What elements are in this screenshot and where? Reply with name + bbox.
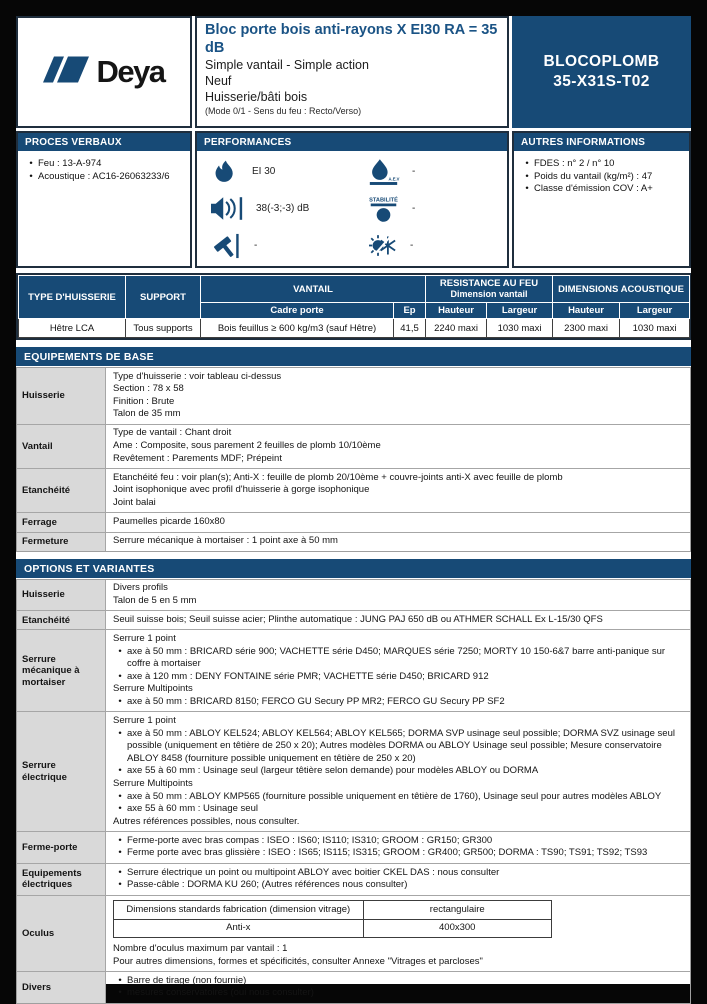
proces-verbaux-panel — [16, 131, 192, 268]
performance-item — [368, 153, 501, 190]
options-et-variantes-bullet-line — [113, 791, 683, 804]
options-et-variantes-row-content — [106, 972, 690, 1003]
options-et-variantes-text: axe à 50 mm : BRICARD série 900; VACHETTE série D450; MARQUES série 7250; MORTY 10 150-6&7 barre anti-panique sur coffre à mortaiser — [127, 645, 666, 670]
options-et-variantes-header: OPTIONS ET VARIANTES — [16, 559, 691, 578]
autres-informations-bullet-line — [520, 158, 683, 171]
performance-item — [211, 153, 368, 190]
options-et-variantes-text: axe à 50 mm : ABLOY KEL524; ABLOY KEL564; ABLOY KEL565; DORMA SVP usinage seul possible; DORMA SVZ usinage seul possible (uniquement en têtière de 250 x 20); Autres modèles DORMA ou ABLOY Usinage seul possible; Mesure conservatoire ABLOY 8458 (fourniture possible uniquement en têtière de 250 x 20) — [127, 727, 675, 764]
autres-informations-bullet-line — [520, 183, 683, 196]
options-et-variantes-row — [17, 629, 690, 711]
performance-item — [211, 227, 368, 264]
options-et-variantes-table — [16, 579, 691, 1004]
options-et-variantes-row-content — [106, 896, 690, 972]
bullet-marker: • — [118, 834, 122, 846]
options-et-variantes-row-label: Serrure électrique — [17, 712, 106, 831]
options-et-variantes-row-label: Etanchéité — [17, 611, 106, 629]
options-et-variantes-text: Talon de 5 en 5 mm — [113, 594, 197, 606]
spec-cell-support: Tous supports — [126, 319, 201, 338]
equipements-de-base-row-label: Fermeture — [17, 533, 106, 551]
options-et-variantes-text: axe 55 à 60 mm : Usinage seul — [127, 803, 258, 815]
options-et-variantes-text: Divers profils — [113, 582, 168, 594]
col-header-resistance-feu — [426, 276, 553, 303]
options-et-variantes-text: Serrure 1 point — [113, 632, 176, 644]
spec-cell-cadre: Bois feuillus ≥ 600 kg/m3 (sauf Hêtre) — [201, 319, 394, 338]
options-et-variantes-row-label: Divers — [17, 972, 106, 1003]
options-et-variantes-row-content — [106, 630, 690, 711]
options-et-variantes-row-content — [106, 712, 690, 831]
info-columns — [16, 131, 691, 268]
spec-table-wrap — [16, 273, 691, 340]
oculus-table-cell: Anti-x — [114, 919, 364, 937]
acoustic-icon — [211, 196, 243, 221]
spec-cell-ac-hauteur: 2300 maxi — [553, 319, 620, 338]
performance-value: - — [254, 240, 258, 251]
bullet-marker: • — [118, 803, 122, 815]
options-et-variantes-section — [16, 559, 691, 1004]
equipements-de-base-text: Joint balai — [113, 496, 156, 508]
options-et-variantes-text: Serrure électrique un point ou multipoint ABLOY avec boitier CKEL DAS : nous consulter — [127, 866, 500, 878]
options-et-variantes-row — [17, 711, 690, 831]
equipements-de-base-row-content — [106, 469, 690, 512]
equipements-de-base-row — [17, 468, 690, 512]
equipements-de-base-row-label: Etanchéité — [17, 469, 106, 512]
product-code-line1: BLOCOPLOMB — [543, 53, 660, 70]
col-header-type-huisserie: TYPE D'HUISSERIE — [19, 276, 126, 319]
options-et-variantes-row-label: Ferme-porte — [17, 832, 106, 863]
spec-cell-feu-largeur: 1030 maxi — [487, 319, 553, 338]
options-et-variantes-row-content — [106, 611, 690, 629]
equipements-de-base-text: Type de vantail : Chant droit — [113, 427, 232, 439]
equipements-de-base-text: Paumelles picarde 160x80 — [113, 515, 225, 527]
bullet-marker: • — [525, 183, 529, 195]
product-code-box — [512, 16, 691, 128]
performance-value: - — [411, 203, 416, 214]
bullet-marker: • — [118, 645, 122, 657]
performances-panel — [195, 131, 509, 268]
bullet-marker: • — [118, 974, 122, 986]
performance-value: - — [411, 166, 416, 177]
deya-logo-icon — [43, 56, 89, 88]
oculus-table-row — [114, 901, 552, 919]
performances-grid — [197, 151, 507, 266]
options-et-variantes-bullet-line — [113, 696, 683, 709]
equipements-de-base-text: Type d'huisserie : voir tableau ci-dessus — [113, 370, 282, 382]
performance-item — [368, 190, 501, 227]
proces-verbaux-bullet-line — [24, 171, 184, 184]
oculus-table-cell: Dimensions standards fabrication (dimension vitrage) — [114, 901, 364, 919]
performance-item — [368, 227, 501, 264]
autres-informations-text: Classe d'émission COV : A+ — [534, 183, 653, 195]
product-code-line2: 35-X31S-T02 — [553, 73, 650, 90]
bullet-marker: • — [525, 158, 529, 169]
options-et-variantes-row — [17, 580, 690, 611]
autres-informations-bullet-line — [520, 171, 683, 184]
options-et-variantes-text: Ferme-porte avec bras compas : ISEO : IS60; IS110; IS310; GROOM : GR150; GR300 — [127, 834, 493, 846]
proces-verbaux-text: Feu : 13-A-974 — [38, 158, 102, 169]
options-et-variantes-bullet-line — [113, 847, 683, 860]
equipements-de-base-row-content — [106, 513, 690, 531]
options-et-variantes-text: Barre de tirage (non fournie) — [127, 974, 247, 986]
options-et-variantes-row-label: Equipements électriques — [17, 864, 106, 895]
equipements-de-base-row-label: Huisserie — [17, 368, 106, 424]
equipements-de-base-text: Section : 78 x 58 — [113, 383, 184, 395]
options-et-variantes-text: Seuil suisse bois; Seuil suisse acier; Plinthe automatique : JUNG PAJ 650 dB ou ATHMER SCHALL Ex L-15/30 QFS — [113, 613, 603, 625]
equipements-de-base-row-label: Ferrage — [17, 513, 106, 531]
equipements-de-base-text: Finition : Brute — [113, 395, 175, 407]
equipements-de-base-row-content — [106, 425, 690, 468]
oculus-table-cell: rectangulaire — [363, 901, 551, 919]
datasheet-sheet — [16, 16, 691, 999]
col-header-cadre-porte: Cadre porte — [201, 303, 394, 319]
aev-icon — [368, 158, 399, 186]
product-subtitle: Huisserie/bâti bois — [205, 90, 308, 104]
col-header-vantail: VANTAIL — [201, 276, 426, 303]
top-header — [16, 16, 691, 128]
equipements-de-base-row — [17, 532, 690, 551]
bullet-marker: • — [118, 695, 122, 707]
equipements-de-base-text: Serrure mécanique à mortaiser : 1 point axe à 50 mm — [113, 535, 338, 547]
equipements-de-base-row-content — [106, 533, 690, 551]
bullet-marker: • — [29, 170, 33, 182]
equipements-de-base-row-content — [106, 368, 690, 424]
options-et-variantes-row — [17, 831, 690, 863]
options-et-variantes-row — [17, 610, 690, 629]
col-header-feu-hauteur: Hauteur — [426, 303, 487, 319]
col-header-support: SUPPORT — [126, 276, 201, 319]
spec-table — [18, 275, 690, 338]
col-header-ep: Ep — [394, 303, 426, 319]
options-et-variantes-row-content — [106, 832, 690, 863]
spec-cell-ac-largeur: 1030 maxi — [620, 319, 690, 338]
bullet-marker: • — [118, 987, 122, 999]
autres-informations-header: AUTRES INFORMATIONS — [514, 133, 689, 151]
spec-cell-feu-hauteur: 2240 maxi — [426, 319, 487, 338]
spec-cell-type: Hêtre LCA — [19, 319, 126, 338]
bullet-marker: • — [525, 170, 529, 182]
equipements-de-base-row — [17, 424, 690, 468]
options-et-variantes-row-label: Huisserie — [17, 580, 106, 611]
bullet-marker: • — [118, 670, 122, 682]
spec-table-row — [19, 319, 690, 338]
col-header-ac-hauteur: Hauteur — [553, 303, 620, 319]
impact-icon — [211, 233, 241, 259]
performance-item — [211, 190, 368, 227]
options-et-variantes-bullet-line — [113, 975, 683, 988]
bullet-marker: • — [118, 847, 122, 859]
oculus-table-row — [114, 919, 552, 937]
product-note: (Mode 0/1 - Sens du feu : Recto/Verso) — [205, 106, 362, 116]
options-et-variantes-text: Ferme porte avec bras glissière : ISEO : IS65; IS115; IS315; GROOM : GR400; GR500; DORMA : TS90; TS91; TS92; TS93 — [127, 847, 648, 859]
col-header-feu-largeur: Largeur — [487, 303, 553, 319]
options-et-variantes-row — [17, 863, 690, 895]
options-et-variantes-text: Autres références possibles, nous consulter. — [113, 815, 300, 827]
product-title: Bloc porte bois anti-rayons X EI30 RA = 35 dB — [205, 22, 498, 56]
options-et-variantes-text: axe 55 à 60 mm : Usinage seul (largeur têtière selon demande) pour modèles ABLOY ou DORMA — [127, 765, 539, 777]
options-et-variantes-text: Nombre d'oculus maximum par vantail : 1 — [113, 943, 288, 954]
options-et-variantes-text: axe à 120 mm : DENY FONTAINE série PMR; VACHETTE série D450; BRICARD 912 — [127, 670, 489, 682]
equipements-de-base-row — [17, 512, 690, 531]
options-et-variantes-bullet-line — [113, 867, 683, 880]
options-et-variantes-text: Serrure Multipoints — [113, 777, 193, 789]
options-et-variantes-bullet-line — [113, 879, 683, 892]
autres-informations-text: Poids du vantail (kg/m²) : 47 — [534, 170, 653, 182]
options-et-variantes-bullet-line — [113, 646, 683, 671]
proces-verbaux-list — [18, 151, 190, 266]
fire-icon — [211, 159, 239, 185]
bullet-marker: • — [29, 158, 33, 169]
options-et-variantes-row-label: Serrure mécanique à mortaiser — [17, 630, 106, 711]
equipements-de-base-text: Talon de 35 mm — [113, 408, 181, 420]
equipements-de-base-table — [16, 367, 691, 552]
bullet-marker: • — [118, 790, 122, 802]
product-title-block — [195, 16, 509, 128]
stability-icon — [368, 195, 399, 223]
proces-verbaux-header: PROCES VERBAUX — [18, 133, 190, 151]
equipements-de-base-text: Joint isophonique avec profil d'huisserie à gorge isophonique — [113, 484, 370, 496]
product-subtitle: Simple vantail - Simple action — [205, 58, 369, 72]
options-et-variantes-row — [17, 895, 690, 972]
product-subtitle: Neuf — [205, 74, 232, 88]
equipements-de-base-section — [16, 347, 691, 552]
col-header-ac-largeur: Largeur — [620, 303, 690, 319]
options-et-variantes-bullet-line — [113, 835, 683, 848]
resistance-feu-line2: Dimension vantail — [450, 289, 528, 299]
proces-verbaux-bullet-line — [24, 158, 184, 171]
equipements-de-base-row-label: Vantail — [17, 425, 106, 468]
options-et-variantes-bullet-line — [113, 803, 683, 816]
autres-informations-text: FDES : n° 2 / n° 10 — [534, 158, 615, 169]
col-header-dimensions-acoustique: DIMENSIONS ACOUSTIQUE — [553, 276, 690, 303]
options-et-variantes-text: Serrure 1 point — [113, 714, 176, 726]
performance-value: EI 30 — [252, 166, 276, 177]
svg-text:STABILITÉ: STABILITÉ — [369, 197, 398, 204]
equipements-de-base-row — [17, 368, 690, 424]
options-et-variantes-text: axe à 50 mm : BRICARD 8150; FERCO GU Secury PP MR2; FERCO GU Secury PP SF2 — [127, 695, 505, 707]
options-et-variantes-row-content — [106, 580, 690, 611]
options-et-variantes-text: mesures conservatoires (oui nous consulter) — [127, 987, 314, 999]
options-et-variantes-bullet-line — [113, 765, 683, 778]
autres-informations-panel — [512, 131, 691, 268]
options-et-variantes-row-content — [106, 864, 690, 895]
brand-name: Deya — [96, 54, 165, 89]
options-et-variantes-bullet-line — [113, 728, 683, 766]
equipements-de-base-text: Revêtement : Parements MDF; Prépeint — [113, 452, 282, 464]
options-et-variantes-bullet-line — [113, 987, 683, 1000]
options-et-variantes-text: Serrure Multipoints — [113, 683, 193, 695]
equipements-de-base-text: Ame : Composite, sous parement 2 feuilles de plomb 10/10ème — [113, 439, 381, 451]
options-et-variantes-row-label: Oculus — [17, 896, 106, 972]
performance-value: 38(-3;-3) dB — [256, 203, 310, 214]
brand-logo — [16, 16, 192, 128]
options-et-variantes-bullet-line — [113, 671, 683, 684]
bullet-marker: • — [118, 765, 122, 777]
bullet-marker: • — [118, 727, 122, 739]
spec-cell-ep: 41,5 — [394, 319, 426, 338]
autres-informations-list — [514, 151, 689, 266]
performance-value: - — [409, 240, 414, 251]
options-et-variantes-text: Pour autres dimensions, formes et spécificités, consulter Annexe "Vitrages et parcloses" — [113, 955, 483, 967]
oculus-table-cell: 400x300 — [363, 919, 551, 937]
thermal-icon — [368, 232, 397, 259]
equipements-de-base-text: Etanchéité feu : voir plan(s); Anti-X : feuille de plomb 20/10ème + couvre-joints anti-X avec feuille de plomb — [113, 471, 563, 483]
oculus-table — [113, 900, 552, 938]
options-et-variantes-row — [17, 971, 690, 1003]
bullet-marker: • — [118, 866, 122, 878]
proces-verbaux-text: Acoustique : AC16-26063233/6 — [38, 170, 170, 182]
options-et-variantes-text: axe à 50 mm : ABLOY KMP565 (fourniture possible uniquement en têtière de 1760), Usinage seul pour autres modèles ABLOY — [127, 790, 662, 802]
equipements-de-base-header: EQUIPEMENTS DE BASE — [16, 347, 691, 366]
resistance-feu-line1: RESISTANCE AU FEU — [439, 278, 539, 289]
bullet-marker: • — [118, 879, 122, 891]
options-et-variantes-text: Passe-câble : DORMA KU 260; (Autres références nous consulter) — [127, 879, 408, 891]
svg-text:A.E.V: A.E.V — [388, 176, 400, 182]
performances-header: PERFORMANCES — [197, 133, 507, 151]
